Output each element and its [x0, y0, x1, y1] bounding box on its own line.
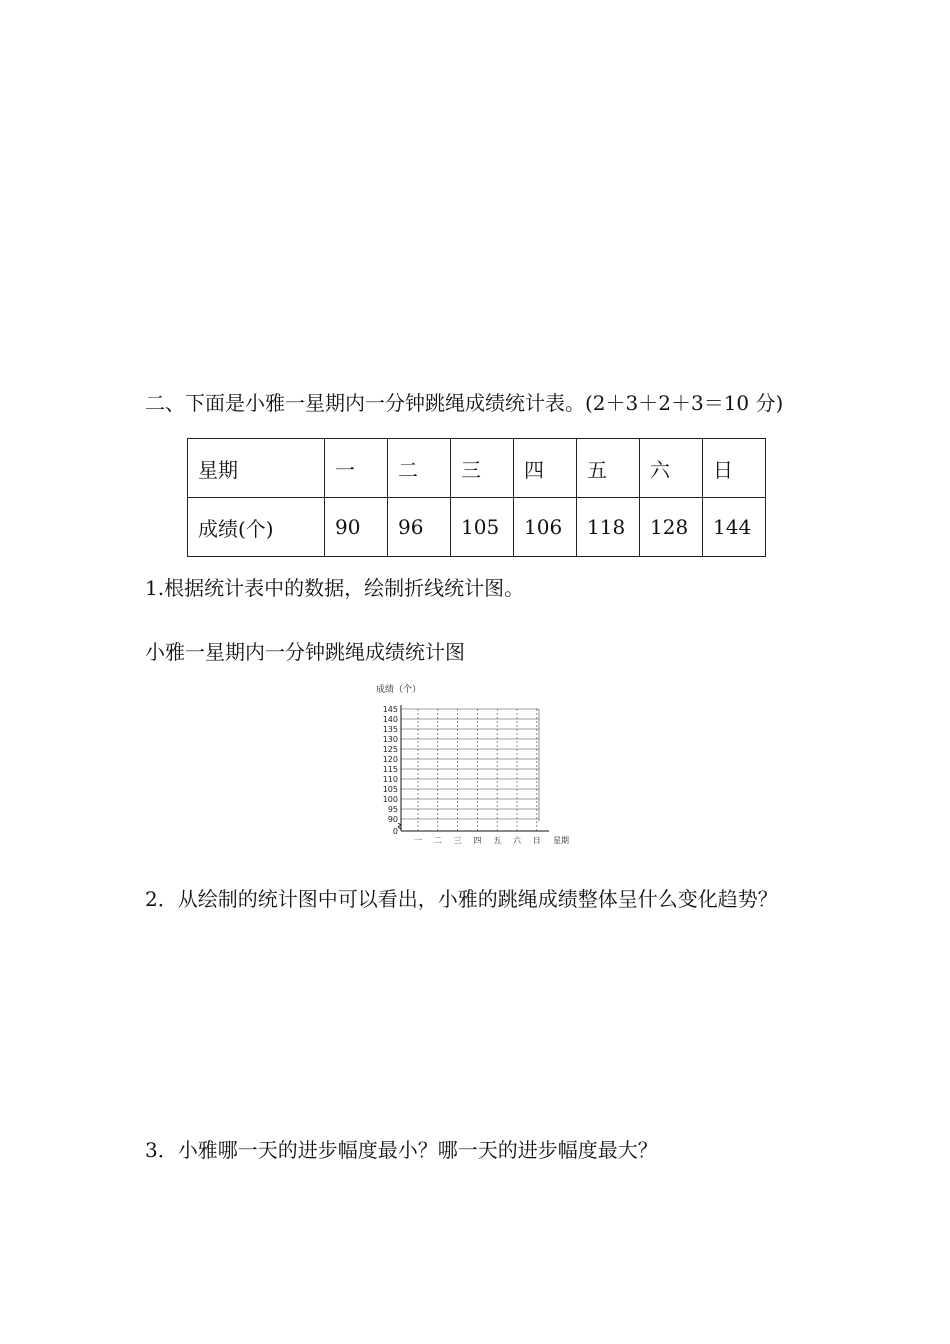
y-tick-label: 140 — [382, 715, 398, 724]
day-cell: 三 — [451, 439, 514, 498]
x-tick-label: 二 — [433, 836, 442, 845]
question-1: 1.根据统计表中的数据，绘制折线统计图。 — [145, 576, 525, 600]
y-tick-label: 110 — [382, 775, 398, 784]
y-tick-label: 95 — [387, 805, 398, 814]
question-3: 3．小雅哪一天的进步幅度最小？哪一天的进步幅度最大？ — [145, 1138, 658, 1162]
y-tick-label: 0 — [392, 827, 398, 836]
y-tick-label: 115 — [382, 765, 398, 774]
day-cell: 一 — [325, 439, 388, 498]
chart-title: 小雅一星期内一分钟跳绳成绩统计图 — [145, 640, 465, 664]
row-header-score: 成绩(个) — [188, 498, 325, 557]
x-tick-label: 日 — [532, 836, 541, 845]
question-2: 2．从绘制的统计图中可以看出，小雅的跳绳成绩整体呈什么变化趋势？ — [145, 887, 778, 911]
x-tick-label: 六 — [513, 836, 521, 845]
score-cell: 106 — [514, 498, 577, 557]
score-cell: 118 — [577, 498, 640, 557]
y-tick-label: 105 — [382, 785, 398, 794]
y-axis-label: 成绩（个） — [376, 685, 422, 695]
day-cell: 五 — [577, 439, 640, 498]
line-chart-grid — [360, 678, 590, 848]
day-cell: 六 — [640, 439, 703, 498]
y-tick-label: 145 — [382, 705, 398, 714]
y-tick-label: 125 — [382, 745, 398, 754]
section-heading: 二、下面是小雅一星期内一分钟跳绳成绩统计表。(2＋3＋2＋3＝10 分) — [145, 391, 784, 415]
y-tick-label: 135 — [382, 725, 398, 734]
score-cell: 105 — [451, 498, 514, 557]
x-tick-label: 四 — [473, 836, 482, 845]
day-cell: 四 — [514, 439, 577, 498]
y-tick-label: 130 — [382, 735, 398, 744]
table-row-days — [188, 439, 766, 498]
x-tick-label: 五 — [493, 836, 502, 845]
score-cell: 90 — [325, 498, 388, 557]
score-cell: 128 — [640, 498, 703, 557]
score-table — [187, 438, 766, 557]
day-cell: 日 — [703, 439, 766, 498]
x-axis-label: 星期 — [553, 836, 569, 845]
y-tick-label: 120 — [382, 755, 398, 764]
x-tick-label: 一 — [414, 836, 422, 845]
y-tick-label: 90 — [387, 815, 398, 824]
row-header-day: 星期 — [188, 439, 325, 498]
y-tick-label: 100 — [382, 795, 398, 804]
score-cell: 144 — [703, 498, 766, 557]
x-tick-label: 三 — [453, 836, 462, 845]
day-cell: 二 — [388, 439, 451, 498]
score-cell: 96 — [388, 498, 451, 557]
table-row-scores — [188, 498, 766, 557]
